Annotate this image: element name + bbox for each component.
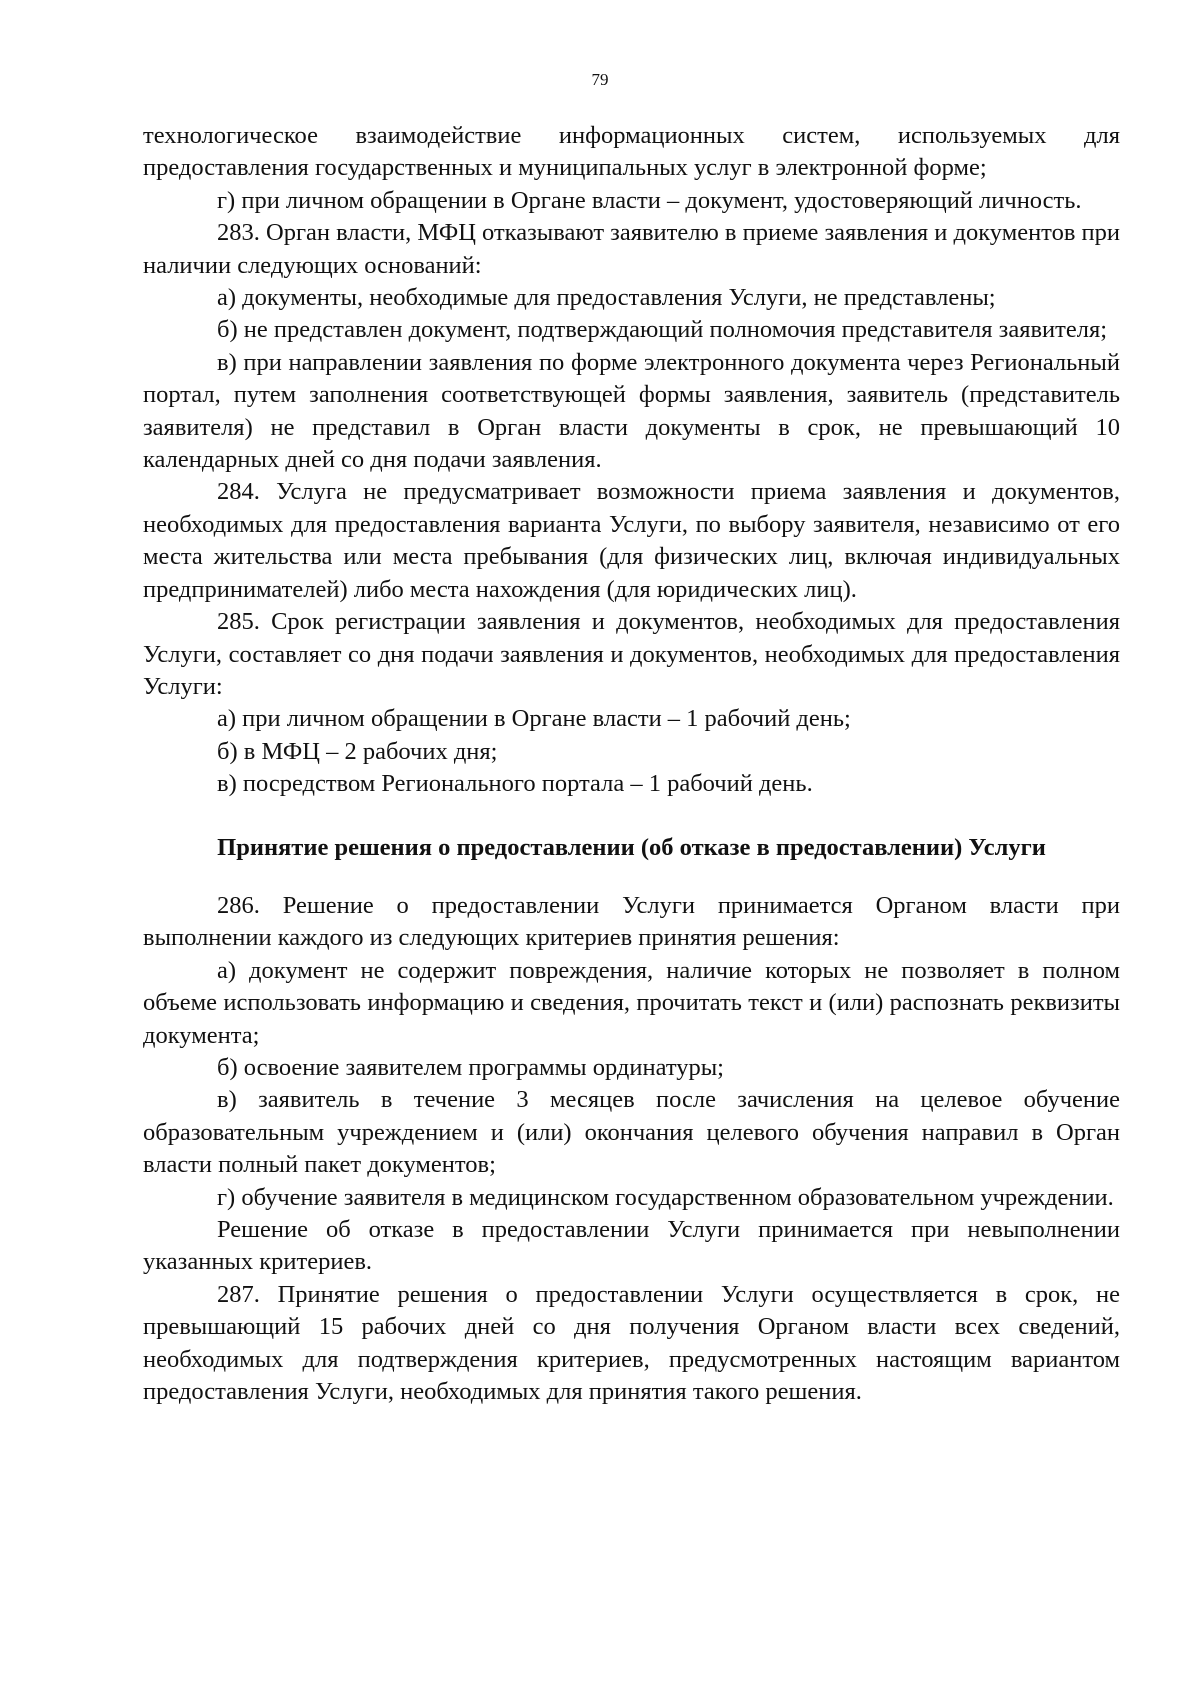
paragraph-283: 283. Орган власти, МФЦ отказывают заявителю в приеме заявления и документов при наличии следующих оснований: [143,219,1120,279]
page-number: 79 [591,70,609,89]
paragraph-285: 285. Срок регистрации заявления и документов, необходимых для предоставления Услуги, составляет со дня подачи заявления и документов, необходимых для предоставления Услуги: [143,608,1120,700]
paragraph-283-a: а) документы, необходимые для предоставления Услуги, не представлены; [217,284,996,312]
paragraph-285-a: а) при личном обращении в Органе власти – 1 рабочий день; [217,705,851,733]
paragraph-item-g: г) при личном обращении в Органе власти – документ, удостоверяющий личность. [217,186,1082,214]
paragraph-286-v: в) заявитель в течение 3 месяцев после зачисления на целевое обучение образовательным учреждением и (или) окончания целевого обучения направил в Орган власти полный пакет документов; [143,1086,1120,1179]
paragraph-283-v: в) при направлении заявления по форме электронного документа через Региональный портал, путем заполнения соответствующей формы заявления, заявитель (представитель заявителя) не представил в Орган власти документы в срок, не превышающий 10 календарных дней со дня подачи заявления. [143,348,1120,474]
paragraph-284: 284. Услуга не предусматривает возможности приема заявления и документов, необходимых для предоставления варианта Услуги, по выбору заявителя, независимо от его места жительства или места пребывания (для физических лиц, включая индивидуальных предпринимателей) либо места нахождения (для юридических лиц). [143,478,1120,603]
paragraph-286: 286. Решение о предоставлении Услуги принимается Органом власти при выполнении каждого из следующих критериев принятия решения: [143,891,1120,952]
paragraph-285-b: б) в МФЦ – 2 рабочих дня; [217,737,498,765]
paragraph-286-b: б) освоение заявителем программы ординатуры; [217,1053,724,1081]
paragraph-285-v: в) посредством Регионального портала – 1 рабочий день. [217,770,813,798]
paragraph-287: 287. Принятие решения о предоставлении Услуги осуществляется в срок, не превышающий 15 рабочих дней со дня получения Органом власти всех сведений, необходимых для подтверждения критериев, предусмотренных настоящим вариантом предоставления Услуги, необходимых для принятия такого решения. [143,1280,1120,1406]
paragraph-286-refusal: Решение об отказе в предоставлении Услуги принимается при невыполнении указанных критериев. [143,1216,1120,1276]
document-body [143,120,1120,1408]
paragraph-283-b: б) не представлен документ, подтверждающий полномочия представителя заявителя; [217,316,1108,344]
paragraph-286-a: а) документ не содержит повреждения, наличие которых не позволяет в полном объеме использовать информацию и сведения, прочитать текст и (или) распознать реквизиты документа; [143,956,1120,1049]
section-heading: Принятие решения о предоставлении (об отказе в предоставлении) Услуги [217,833,1046,861]
paragraph-continuation: технологическое взаимодействие информационных систем, используемых для предоставления государственных и муниципальных услуг в электронной форме; [143,122,1120,182]
paragraph-286-g: г) обучение заявителя в медицинском государственном образовательном учреждении. [217,1183,1114,1211]
